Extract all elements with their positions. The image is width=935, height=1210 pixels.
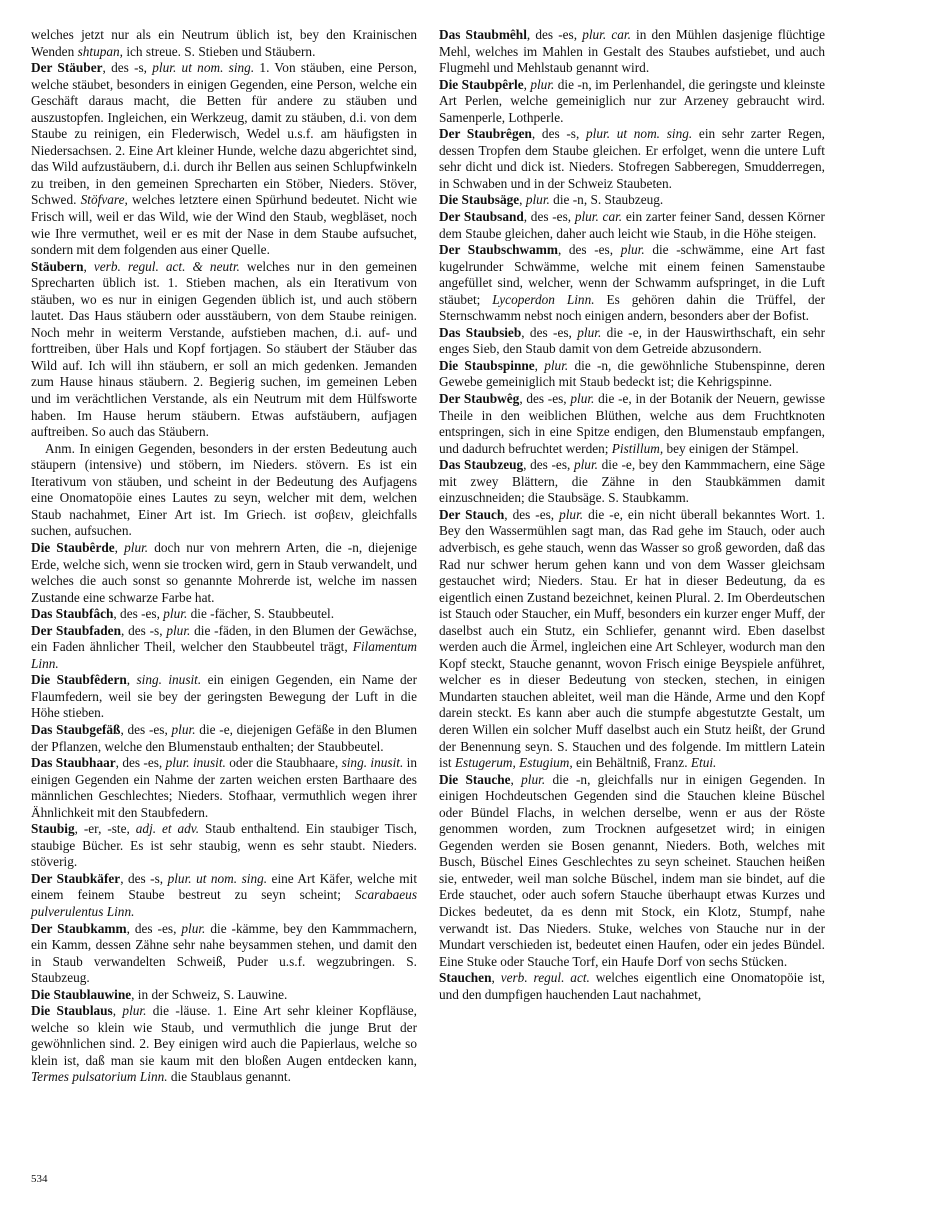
entry-text: die -läuse. 1. Eine Art sehr kleiner Kopfläuse, welche so klein wie Staub, und vermuthlich die junge Brut der gewöhnlichen sind. 2. Bey einigen wird auch die Papierlaus, welche so klein ist, daß man sie kaum mit den bloßen Augen entdecken kann, (31, 1003, 417, 1068)
dictionary-entry (439, 325, 825, 358)
dictionary-entry (439, 242, 825, 325)
entry-text: die -schwämme, eine Art fast kugelrunder Schwämme, welche mit einem feinen Samenstaube angefüllet sind, welcher, wenn der Schwamm aufspringet, in die Luft stäubet; (439, 242, 825, 307)
entry-text: die -e, ein nicht überall bekanntes Wort. 1. Bey den Wassermühlen sagt man, das Rad gehe im Stauch, oder auch adverbisch, es gehe stauch, wenn das Wasser so groß geworden, daß das Rad nur schwer herum gehen kann und von dem Wasser gleichsam gestauchet wird; Nieders. Stau. Er hat in dieser Bedeutung, da es eigentlich einen Zustand bezeichnet, keinen Plural. 2. Im Oberdeutschen ist Stauch oder Staucher, ein Muff, besonders ein kurzer enger Muff, der daselbst auch ein Stutz, ein Schliefer, genannt wird. Eben daselbst werden auch die Ärmel, ingleichen eine Art Schleyer, wodurch man den Kopf steckt, Stauche genannt, wovon Frisch einige Beyspiele anführet, welcher es in dieser Bedeutung von stecken, stechen, in einigen Mundarten stauchen ableitet, weil man die Hände, Arme und den Kopf darein steckt. Es kann aber auch die stumpfe abgestutzte Gestalt, um deren Willen ein solcher Muff daselbst auch ein Stutz heißt, der Grund der Benennung seyn. S. Stauchen und des folgende. Im mittlern Latein ist (439, 506, 825, 771)
dictionary-entry (31, 821, 417, 871)
entry-text: welches letztere einen Spürhund bedeutet. Nicht wie Frisch will, weil er das Wild, wie der Wind den Staub, wegbläset, noch wie Ihre vermuthet, weil er es mit der Nase in dem Staube aufsuchet, sondern mit dem folgenden aus einer Quelle. (31, 192, 417, 258)
italic-text: verb. regul. act. & neutr. (93, 258, 240, 274)
headword: Der Staubwêg (439, 391, 520, 407)
italic-text: plur. (181, 920, 206, 936)
entry-text: , des -es, (519, 391, 571, 407)
entry-text: , des -es, (504, 506, 560, 522)
dictionary-entry (439, 772, 825, 971)
entry-text: Es gehören dahin die Trüffel, der Sternschwamm nebst noch einigen andern, besonders aber der Bofist. (439, 291, 825, 324)
headword: Das Staubzeug (439, 457, 524, 473)
italic-text: plur. (124, 539, 149, 555)
entry-text: ich streue. S. Stieben und Stäubern. (123, 43, 316, 59)
entry-text: welches jetzt nur als ein Neutrum üblich ist, bey den Krainischen Wenden (31, 27, 417, 59)
dictionary-entry (31, 27, 417, 60)
entry-text: die -e, in der Botanik der Neuern, gewisse Theile in den weiblichen Blüthen, welche aus dem Fruchtknoten entspringen, sich in eine Spitze endigen, den Blumenstaub empfangen, und dadurch befruchtet werden; (439, 391, 826, 456)
entry-text: , des -s, (531, 126, 586, 142)
italic-text: plur. car. (574, 209, 623, 225)
entry-text: die -n, im Perlenhandel, die geringste und kleinste Art Perlen, welche gemeiniglich nur zur Arzeney gebraucht wird. Samenperle, Lothperle. (439, 76, 825, 125)
dictionary-entry (439, 209, 825, 242)
dictionary-entry (31, 755, 417, 821)
italic-text: adj. et adv. (135, 821, 200, 837)
entry-text: oder die Staubhaare, (225, 755, 342, 771)
headword: Stäubern (31, 258, 84, 274)
headword: Die Staubspinne (439, 357, 535, 373)
headword: Die Staubfêdern (31, 672, 127, 688)
entry-text: , (126, 672, 137, 688)
entry-text: doch nur von mehrern Arten, die -n, diejenige Erde, welche sich, wenn sie trocken wird, gern in Staub verwandelt, und welches die auch sonst so genannte Mohrerde ist, welche im nassen Zustande eine schwarze Farbe hat. (31, 539, 418, 605)
italic-text: plur. inusit. (165, 755, 226, 771)
entry-text: Staub enthaltend. Ein staubiger Tisch, staubige Bücher. Es ist sehr staubig, wenn es sehr staubt. Nieders. stöverig. (31, 821, 417, 870)
headword: Das Staubmêhl (439, 27, 527, 42)
entry-text: , (510, 771, 522, 787)
entry-text: die -e, bey den Kammmachern, eine Säge mit zwey Blättern, die Zähne in den Staubkämmen damit einzuschneiden; die Staubsäge. S. Staubkamm. (439, 457, 825, 506)
headword: Das Staubhaar (31, 755, 116, 771)
headword: Das Staubfâch (31, 606, 114, 622)
entry-text: , (491, 970, 501, 986)
dictionary-entry (31, 259, 417, 441)
italic-text: plur. (521, 771, 546, 787)
entry-text: die -n, S. Staubzeug. (549, 192, 664, 208)
italic-text: shtupan, (77, 43, 123, 59)
dictionary-entry (31, 540, 417, 606)
headword: Die Staublauwine (31, 986, 132, 1002)
dictionary-entry (439, 391, 825, 457)
headword: Der Stauch (439, 506, 505, 522)
entry-text: welches nur in den gemeinen Sprecharten üblich ist. 1. Stieben machen, als ein Iterativum von stäuben, wo es nur in einigen Gegenden üblich ist, und auch stöbern lautet. Das Haus stäubern oder ausstäubern, von dem Staube reinigen. Noch mehr in weiterm Verstande, aufstieben machen, d.i. auf- und forttreiben, über Hals und Kopf fortjagen. So stäubert der Stäuber das Wild auf. Ich will ihn stäubern, er soll an mich gedenken. Jemanden zum Hause hinaus stäubern. 2. Begierig suchen, im gemeinen Leben und im verächtlichen Verstande, als ein Neutrum mit dem Hülfsworte haben. Im Hause herum stäubern. Etwas aufstäubern, aufjagen auftreiben. So auch das Stäubern. (31, 258, 418, 440)
headword: Der Staubschwamm (439, 242, 558, 258)
dictionary-entry (31, 441, 417, 540)
italic-text: plur. ut nom. sing. (167, 870, 268, 886)
dictionary-entry (31, 60, 417, 259)
dictionary-entry (31, 871, 417, 921)
headword: Die Staubpêrle (439, 76, 524, 92)
entry-text: 1. Von stäuben, eine Person, welche stäubet, besonders in einigen Gegenden, eine Person, welche ein Geschäft daraus macht, die Betten für andere zu stäuben und auszustopfen. Ingleichen, ein Werkzeug, damit zu stäuben, d.i. von dem Staube zu reinigen, ein Flederwisch, Wedel u.s.f. am häufigsten in Niedersachsen. 2. Eine Art kleiner Hunde, welche dazu abgerichtet sind, das Wild aufzustäubern, d.i. durch ihr Bellen aus seinen Schlupfwinkeln zu treiben, in den gemeinen Sprecharten ein Stöber, Nieders. Stöver, Schwed. (31, 60, 418, 208)
entry-text: Anm. In einigen Gegenden, besonders in der ersten Bedeutung auch stäupern (intensive) und stöbern, im Nieders. stövern. Es ist ein Iterativum von stäuben, und scheint in der Bedeutung des Aufjagens eine Onomatopöie eines Lautes zu seyn, welcher mit dem, welchen Staub nachahmet, Einer Art ist. Im Griech. ist σοβειν, gleichfalls suchen, aufsuchen. (31, 440, 417, 539)
entry-text: , des -es, (120, 721, 172, 737)
headword: Die Stauche (439, 771, 511, 787)
entry-text: ein zarter feiner Sand, dessen Körner dem Staube gleichen, daher auch leicht wie Staub, in die Höhe steigen. (439, 209, 825, 241)
italic-text: Pistillum, (611, 440, 664, 456)
italic-text: sing. inusit. (136, 672, 202, 688)
entry-text: , des -s, (102, 60, 153, 76)
dictionary-entry (439, 457, 825, 507)
entry-text: in den Mühlen dasjenige flüchtige Mehl, welches im Mahlen in Gestalt des Staubes aufstiebet, und auch Flugmehl und Mehlstaub genannt wird. (439, 27, 825, 76)
entry-text: , (114, 539, 125, 555)
entry-text: , des -es, (557, 242, 621, 258)
italic-text: plur. (163, 606, 188, 622)
entry-text: , (534, 357, 545, 373)
headword: Die Staublaus (31, 1003, 113, 1019)
entry-text: ein Behältniß, Franz. (572, 755, 691, 771)
right-column (439, 27, 825, 1003)
italic-text: plur. (570, 391, 595, 407)
italic-text: plur. (122, 1003, 147, 1019)
entry-text: , (523, 76, 531, 92)
entry-text: , (112, 1003, 123, 1019)
entry-text: , des -es, (526, 27, 583, 42)
dictionary-entry (31, 623, 417, 673)
italic-text: plur. (577, 324, 602, 340)
headword: Der Staubsand (439, 209, 524, 225)
dictionary-entry (439, 358, 825, 391)
entry-text: die -e, in der Hauswirthschaft, ein sehr enges Sieb, den Staub damit von dem Getreide abzusondern. (439, 324, 825, 357)
dictionary-entry (439, 77, 825, 127)
dictionary-entry (439, 970, 825, 1003)
entry-text: die -n, gleichfalls nur in einigen Gegenden. In einigen Hochdeutschen Gegenden sind die Stauchen kleine Büschel oder Bündel Flachs, in welchen derselbe, wenn er aus der Röste genommen worden, zum Trocknen aufgesetzet wird; in einigen Gegenden werden sie Bosen genannt, Nieders. Both, welches mit Busch, Büschel Eines Geschlechtes zu seyn scheinet. Stauchen heißen sie, entweder, weil man solche Büschel, indem man sie bindet, auf die Erde stauchet, oder auch sofern Stauche überhaupt etwas Kurzes und Dickes bedeutet, da es denn mit Stock, ein Klotz, Stumpf, nahe verwandt ist. Das Nieders. Stuke, welches von Stauche nur in der Mundart verschieden ist, bedeutet einen Haufen, oder ein jedes Bündel. Eine Stuke oder Stauche Torf, ein Haufe Dorf von sechs Stücken. (439, 771, 825, 969)
headword: Die Staubêrde (31, 539, 115, 555)
entry-text: in einigen Gegenden ein Nahme der zarten weichen ersten Barthaare des männlichen Geschlechtes; Nieders. Stofhaar, vermuthlich wegen ihrer Ähnlichkeit mit den Staubfedern. (31, 755, 417, 820)
italic-text: Filamentum Linn. (31, 639, 417, 671)
entry-text: bey einigen der Stämpel. (663, 440, 799, 456)
entry-text: ein sehr zarter Regen, dessen Tropfen dem Staube gleichen. Er erfolget, wenn die untere Luft sehr dicht und dick ist. Nieders. Stofregen Sabberegen, Smudderregen, in Schwaben und in der Schweiz Staubeten. (439, 126, 825, 191)
entry-text: ein einigen Gegenden, ein Name der Flaumfedern, weil sie bey der geringsten Bewegung der Luft in die Höhe stieben. (31, 672, 418, 721)
entry-text: , des -es, (126, 920, 182, 936)
italic-text: plur. (171, 721, 196, 737)
entry-text: die -kämme, bey den Kammmachern, ein Kamm, dessen Zähne sehr nahe beysammen stehen, und damit den in Staub verwandelten Schweiß, Puder u.s.f. wegzubringen. S. Staubzeug. (31, 920, 417, 986)
headword: Der Staubrêgen (439, 126, 532, 142)
headword: Das Staubsieb (439, 324, 522, 340)
dictionary-entry (31, 672, 417, 722)
italic-text: plur. (573, 457, 598, 473)
italic-text: plur. (620, 242, 645, 258)
headword: Der Stäuber (31, 60, 103, 76)
italic-text: plur. ut nom. sing. (152, 60, 255, 76)
italic-text: Estugerum, Estugium, (454, 755, 573, 771)
page-number: 534 (31, 1173, 48, 1185)
headword: Stauchen (439, 970, 492, 986)
entry-text: , (83, 258, 94, 274)
entry-text: , des -s, (120, 622, 167, 638)
italic-text: Stöfvare, (80, 192, 128, 208)
italic-text: plur. car. (582, 27, 631, 42)
entry-text: , des -es, (115, 755, 166, 771)
left-column (31, 27, 417, 1086)
dictionary-entry (439, 126, 825, 192)
entry-text: , des -es, (521, 324, 578, 340)
headword: Der Staubkäfer (31, 870, 121, 886)
entry-text: , in der Schweiz, S. Lauwine. (131, 986, 288, 1002)
entry-text: , des -es, (523, 457, 574, 473)
headword: Staubig (31, 821, 75, 837)
dictionary-entry (31, 1003, 417, 1086)
headword: Der Staubfaden (31, 622, 121, 638)
entry-text: , des -s, (120, 870, 168, 886)
italic-text: Termes pulsatorium Linn. (31, 1069, 168, 1085)
italic-text: Scarabaeus pulverulentus Linn. (31, 887, 417, 919)
italic-text: plur. (525, 192, 550, 208)
entry-text: die -fäden, in den Blumen der Gewächse, ein Faden ähnlicher Theil, welcher den Staubbeutel trägt, (31, 622, 417, 655)
italic-text: plur. ut nom. sing. (586, 126, 693, 142)
headword: Das Staubgefäß (31, 721, 121, 737)
italic-text: verb. regul. act. (500, 970, 590, 986)
dictionary-entry (31, 987, 417, 1004)
entry-text: , des -es, (523, 209, 575, 225)
dictionary-entry (31, 921, 417, 987)
dictionary-entry (439, 27, 825, 77)
italic-text: sing. inusit. (341, 755, 404, 771)
italic-text: plur. (530, 76, 555, 92)
entry-text: die -fächer, S. Staubbeutel. (187, 606, 335, 622)
italic-text: plur. (166, 622, 191, 638)
entry-text: die Staublaus genannt. (167, 1069, 291, 1085)
italic-text: Etui. (690, 755, 717, 771)
dictionary-entry (439, 507, 825, 772)
entry-text: die -e, diejenigen Gefäße in den Blumen der Pflanzen, welche den Blumenstaub enthalten; der Staubbeutel. (31, 721, 417, 754)
headword: Der Staubkamm (31, 920, 127, 936)
dictionary-entry (31, 722, 417, 755)
entry-text: eine Art Käfer, welche mit einem feinem Staube bestreut zu seyn scheint; (31, 870, 418, 903)
dictionary-entry (31, 606, 417, 623)
italic-text: Lycoperdon Linn. (492, 291, 595, 307)
italic-text: plur. (544, 357, 569, 373)
dictionary-entry (439, 192, 825, 209)
entry-text: die -n, die gewöhnliche Stubenspinne, deren Gewebe gemeiniglich mit Staub bedeckt ist; die Kehrigspinne. (439, 357, 825, 390)
entry-text: welches eigentlich eine Onomatopöie ist, und den dumpfigen hauchenden Laut nachahmet, (439, 970, 825, 1002)
italic-text: plur. (559, 506, 584, 522)
headword: Die Staubsäge (439, 192, 520, 208)
entry-text: , (519, 192, 526, 208)
entry-text: , -er, -ste, (74, 821, 136, 837)
entry-text: , des -es, (113, 606, 164, 622)
